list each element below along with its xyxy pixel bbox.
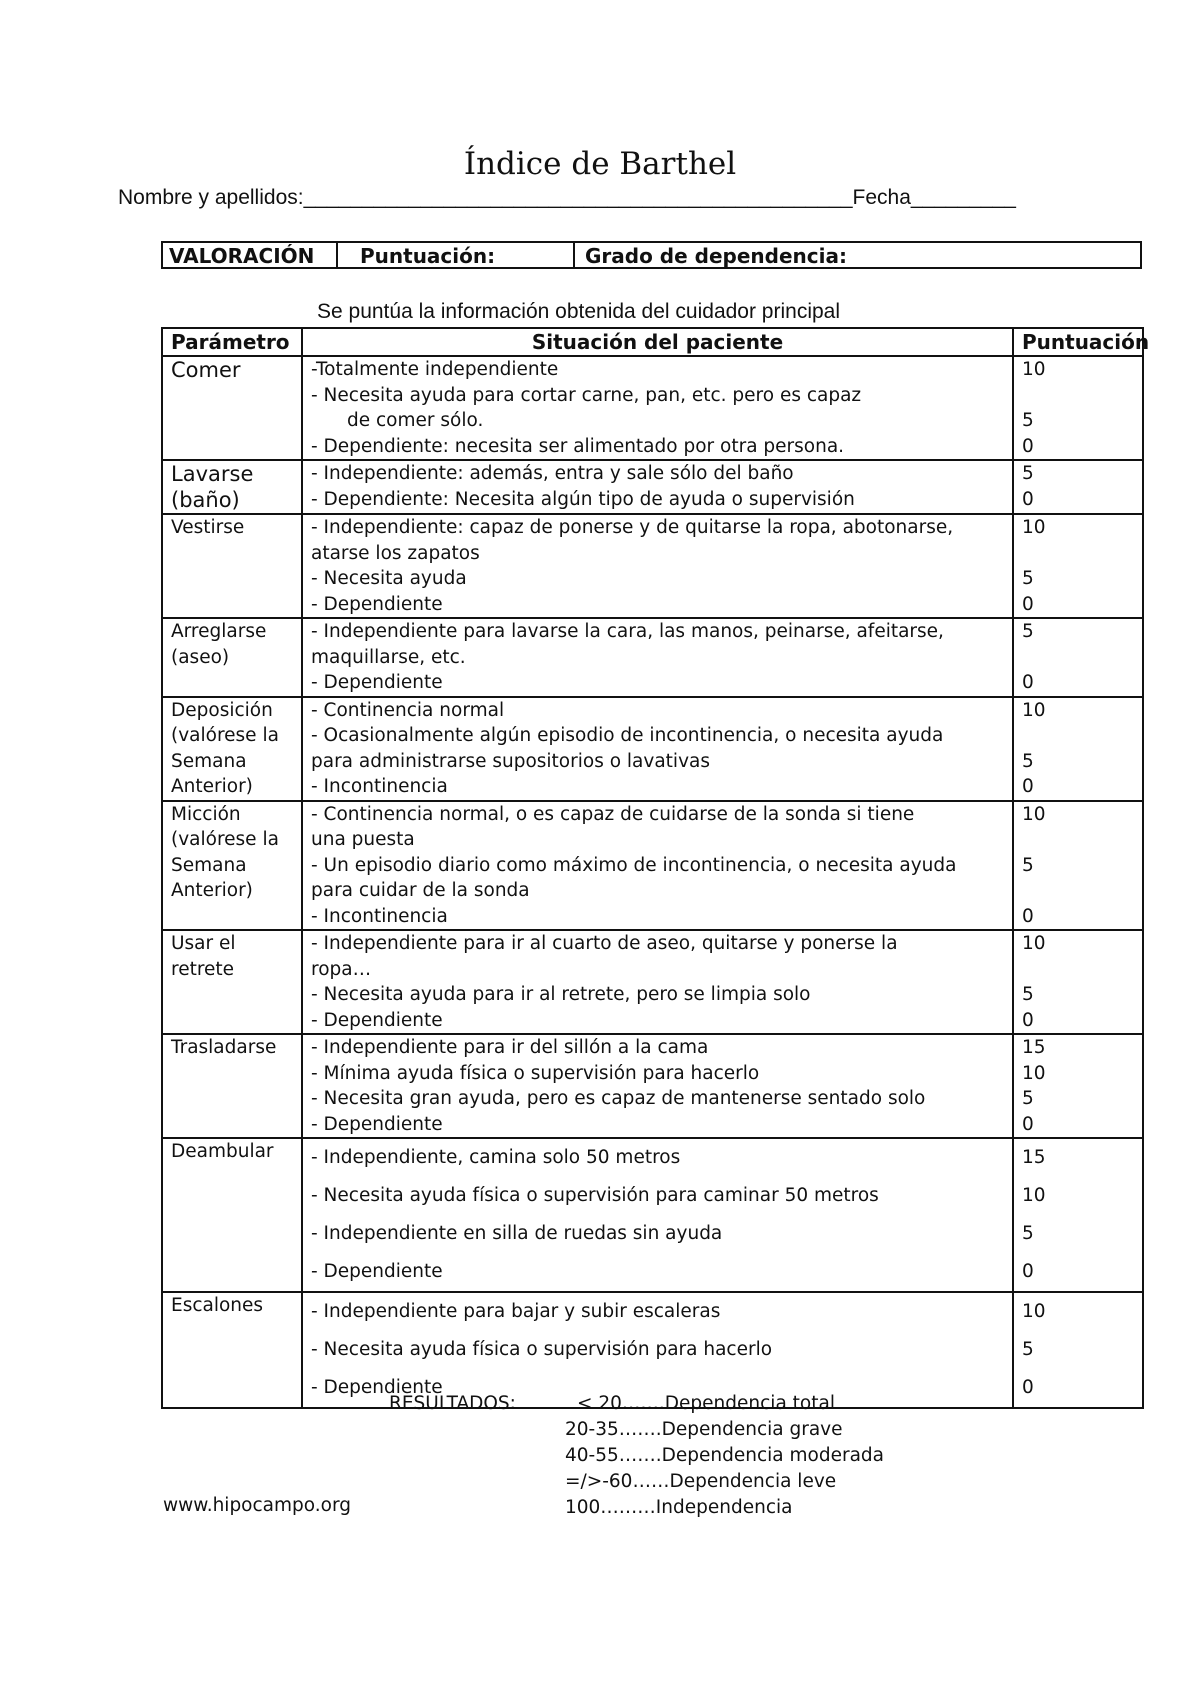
score-value: 0 [1022, 776, 1034, 797]
score-value [1022, 878, 1134, 904]
situation-line: - Incontinencia [311, 776, 448, 797]
situation-line: - Dependiente [311, 593, 443, 615]
parameter-cell [162, 801, 302, 931]
situation-line: - Dependiente: necesita ser alimentado por otra persona. [311, 435, 845, 457]
parameter-label: Comer [171, 358, 241, 382]
result-item: =/>-60……Dependencia leve [565, 1471, 837, 1492]
parameter-label: Lavarse [171, 462, 254, 486]
score-value: 5 [1022, 410, 1034, 431]
situation-cell [302, 697, 1013, 801]
scoring-note: Se puntúa la información obtenida del cuidador principal [317, 300, 841, 323]
table-row [162, 1138, 1143, 1292]
situation-cell [302, 460, 1013, 514]
parameter-label: Anterior) [171, 776, 253, 797]
parameter-cell [162, 460, 302, 514]
score-value: 10 [1022, 933, 1046, 954]
situation-line: - Independiente: capaz de ponerse y de quitarse la ropa, abotonarse, [311, 517, 954, 538]
situation-line: atarse los zapatos [311, 542, 480, 564]
situation-cell [302, 1138, 1013, 1292]
situation-line: - Necesita ayuda para cortar carne, pan, etc. pero es capaz [311, 384, 862, 406]
puntuacion-label: Puntuación: [338, 243, 575, 267]
situation-line: de comer sólo. [347, 410, 484, 431]
parameter-cell [162, 618, 302, 697]
table-row [162, 1034, 1143, 1138]
situation-line: para cuidar de la sonda [311, 880, 530, 901]
score-value: 0 [1022, 435, 1034, 457]
score-cell [1013, 930, 1143, 1034]
score-cell [1013, 460, 1143, 514]
score-value: 0 [1022, 672, 1034, 693]
grado-dependencia-label: Grado de dependencia: [585, 244, 847, 268]
header-puntuacion: Puntuación [1013, 328, 1143, 356]
results-label: RESULTADOS: [389, 1393, 516, 1414]
score-value: 10 [1022, 517, 1046, 538]
score-value: 15 [1022, 1037, 1046, 1058]
score-cell [1013, 618, 1143, 697]
score-value [1022, 827, 1134, 853]
result-item: 100………Independencia [565, 1497, 793, 1518]
score-value: 10 [1022, 1185, 1046, 1206]
document-title: Índice de Barthel [463, 146, 737, 182]
score-value [1022, 645, 1134, 671]
situation-line: - Independiente para bajar y subir escaleras [311, 1301, 721, 1322]
score-value: 5 [1022, 1223, 1034, 1244]
parameter-label: Escalones [171, 1295, 264, 1316]
situation-cell [302, 618, 1013, 697]
table-row [162, 514, 1143, 618]
score-value: 5 [1022, 1088, 1034, 1109]
situation-line: - Dependiente [311, 1113, 443, 1135]
score-value: 0 [1022, 905, 1034, 927]
score-value: 5 [1022, 854, 1034, 876]
score-cell [1013, 1138, 1143, 1292]
situation-line: - Continencia normal [311, 699, 505, 721]
situation-cell [302, 1034, 1013, 1138]
result-item: < 20…….Dependencia total [577, 1393, 835, 1414]
situation-line: - Necesita gran ayuda, pero es capaz de mantenerse sentado solo [311, 1088, 926, 1109]
score-cell [1013, 356, 1143, 460]
parameter-label: Semana [171, 854, 247, 876]
parameter-label: Anterior) [171, 880, 253, 901]
situation-cell [302, 930, 1013, 1034]
table-row [162, 697, 1143, 801]
score-cell [1013, 1034, 1143, 1138]
table-row [162, 801, 1143, 931]
score-cell [1013, 697, 1143, 801]
parameter-cell [162, 1292, 302, 1408]
situation-line: - Independiente, camina solo 50 metros [311, 1147, 681, 1168]
parameter-cell [162, 930, 302, 1034]
score-value: 0 [1022, 1377, 1034, 1398]
situation-line: -Totalmente independiente [311, 359, 559, 380]
situation-line: - Necesita ayuda física o supervisión para hacerlo [311, 1339, 773, 1360]
score-value: 0 [1022, 1113, 1034, 1135]
barthel-table [161, 327, 1150, 1409]
situation-line: - Dependiente: Necesita algún tipo de ayuda o supervisión [311, 488, 855, 510]
table-header-row [162, 328, 1143, 356]
score-value: 10 [1022, 803, 1046, 825]
valoracion-label: VALORACIÓN [163, 243, 338, 267]
name-date-line: Nombre y apellidos:_______________________________________________Fecha_________ [118, 186, 1016, 209]
score-value: 10 [1022, 1062, 1046, 1084]
valoracion-box [161, 241, 1142, 269]
score-value: 0 [1022, 593, 1034, 615]
score-value: 5 [1022, 750, 1034, 772]
score-value [1022, 383, 1134, 409]
table-row [162, 930, 1143, 1034]
parameter-label: Vestirse [171, 517, 245, 538]
situation-cell [302, 514, 1013, 618]
parameter-cell [162, 697, 302, 801]
score-value: 5 [1022, 1339, 1034, 1360]
score-value: 10 [1022, 1301, 1046, 1322]
situation-line: maquillarse, etc. [311, 646, 466, 668]
parameter-cell [162, 1034, 302, 1138]
situation-line: - Independiente para lavarse la cara, las manos, peinarse, afeitarse, [311, 621, 944, 642]
parameter-label: Deambular [171, 1141, 274, 1162]
situation-line: - Dependiente [311, 672, 443, 693]
website-link[interactable]: www.hipocampo.org [163, 1495, 351, 1516]
situation-line: - Dependiente [311, 1261, 443, 1282]
situation-line: - Dependiente [311, 1377, 443, 1398]
situation-line: - Necesita ayuda [311, 568, 467, 589]
parameter-label: Arreglarse [171, 621, 267, 642]
score-value: 15 [1022, 1147, 1046, 1168]
score-value: 10 [1022, 359, 1046, 380]
score-value: 10 [1022, 699, 1046, 721]
score-cell [1013, 801, 1143, 931]
situation-line: - Dependiente [311, 1009, 443, 1031]
situation-cell [302, 801, 1013, 931]
situation-line: - Necesita ayuda para ir al retrete, pero se limpia solo [311, 984, 811, 1005]
score-cell [1013, 1292, 1143, 1408]
parameter-label: (valórese la [171, 829, 279, 850]
score-value [1022, 541, 1134, 567]
situation-line: - Independiente para ir del sillón a la cama [311, 1037, 709, 1058]
situation-line: - Ocasionalmente algún episodio de incontinencia, o necesita ayuda [311, 725, 944, 746]
parameter-label: Semana [171, 750, 247, 772]
parameter-label: Micción [171, 803, 241, 825]
table-row [162, 356, 1143, 460]
header-situacion: Situación del paciente [302, 328, 1013, 356]
result-item: 20-35…….Dependencia grave [565, 1419, 843, 1440]
parameter-label: (aseo) [171, 646, 230, 668]
score-value: 0 [1022, 1009, 1034, 1031]
parameter-label: (baño) [171, 488, 240, 512]
situation-cell [302, 356, 1013, 460]
parameter-label: Deposición [171, 699, 273, 721]
situation-line: ropa… [311, 958, 372, 980]
parameter-label: Trasladarse [171, 1037, 277, 1058]
parameter-label: Usar el [171, 933, 236, 954]
header-parametro: Parámetro [162, 328, 302, 356]
situation-line: - Independiente para ir al cuarto de aseo, quitarse y ponerse la [311, 933, 898, 954]
situation-line: - Independiente en silla de ruedas sin ayuda [311, 1223, 723, 1244]
situation-line: - Mínima ayuda física o supervisión para hacerlo [311, 1062, 760, 1084]
situation-line: para administrarse supositorios o lavativas [311, 750, 710, 772]
score-cell [1013, 514, 1143, 618]
score-value: 5 [1022, 984, 1034, 1005]
score-value: 5 [1022, 568, 1034, 589]
table-row [162, 460, 1143, 514]
situation-line: - Necesita ayuda física o supervisión para caminar 50 metros [311, 1185, 879, 1206]
score-value [1022, 957, 1134, 983]
parameter-cell [162, 1138, 302, 1292]
situation-line: - Un episodio diario como máximo de incontinencia, o necesita ayuda [311, 854, 957, 876]
result-item: 40-55…….Dependencia moderada [565, 1445, 884, 1466]
parameter-cell [162, 356, 302, 460]
score-value: 0 [1022, 488, 1034, 510]
score-value: 5 [1022, 621, 1034, 642]
parameter-label: retrete [171, 958, 235, 980]
situation-line: una puesta [311, 829, 415, 850]
situation-line: - Independiente: además, entra y sale sólo del baño [311, 463, 794, 484]
score-value [1022, 723, 1134, 749]
table-row [162, 618, 1143, 697]
parameter-label: (valórese la [171, 725, 279, 746]
score-value: 5 [1022, 463, 1034, 484]
situation-line: - Continencia normal, o es capaz de cuidarse de la sonda si tiene [311, 803, 915, 825]
situation-line: - Incontinencia [311, 905, 448, 927]
score-value: 0 [1022, 1261, 1034, 1282]
parameter-cell [162, 514, 302, 618]
